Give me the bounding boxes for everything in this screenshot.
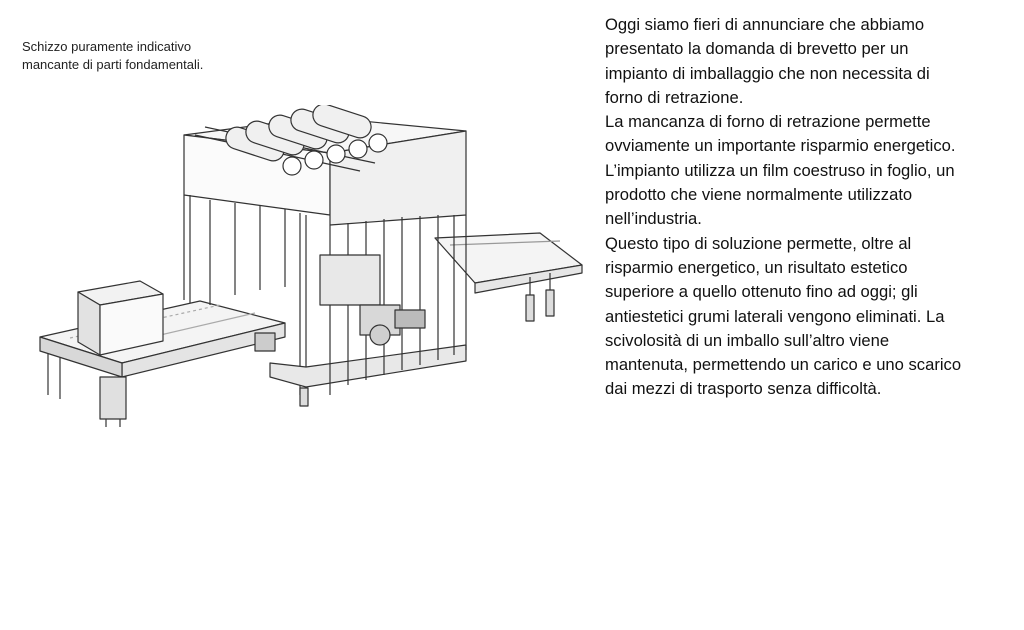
text-line: forno di retrazione. [605, 87, 744, 107]
package-box [78, 281, 163, 355]
outfeed-conveyor [435, 233, 582, 321]
text-line: prodotto che viene normalmente utilizzato [605, 185, 913, 205]
text-line: dai mezzi di trasporto senza difficoltà. [605, 379, 882, 399]
text-line: antiestetici grumi laterali vengono eliminati. La [605, 306, 945, 326]
text-line: superiore a quello ottenuto fino ad oggi; gli [605, 282, 918, 302]
packaging-machine-sketch [30, 105, 590, 435]
text-line: L’impianto utilizza un film coestruso in foglio, un [605, 160, 955, 180]
text-line: Oggi siamo fieri di annunciare che abbiamo [605, 15, 925, 34]
caption-line: mancante di parti fondamentali. [22, 57, 204, 72]
text-line: ovviamente un importante risparmio energetico. [605, 136, 956, 156]
text-line: risparmio energetico, un risultato estetico [605, 257, 908, 277]
machine-frame [184, 117, 466, 406]
announcement-text [605, 13, 1015, 402]
text-line: nell’industria. [605, 209, 702, 229]
text-line: Questo tipo di soluzione permette, oltre al [605, 233, 912, 253]
text-line: presentato la domanda di brevetto per un [605, 39, 909, 59]
text-line: impianto di imballaggio che non necessita di [605, 63, 930, 83]
text-line: scivolosità di un imballo sull’altro viene [605, 330, 890, 350]
text-line: mantenuta, permettendo un carico e uno scarico [605, 355, 962, 375]
text-line: La mancanza di forno di retrazione permette [605, 112, 931, 132]
caption-line: Schizzo puramente indicativo [22, 39, 192, 54]
sketch-caption [22, 38, 282, 74]
